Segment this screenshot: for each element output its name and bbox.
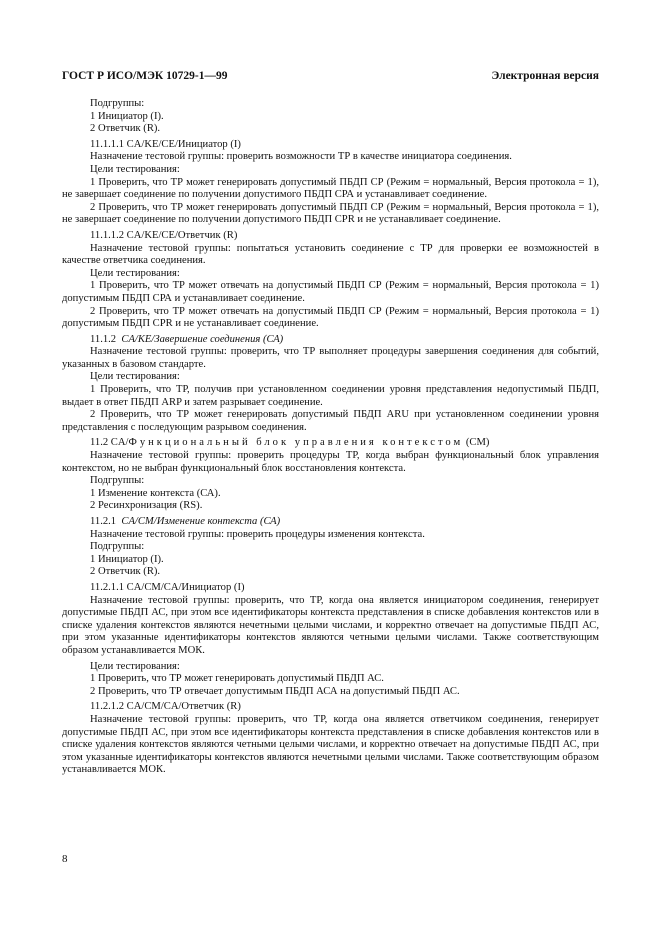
section-title: CA/KE/Завершение соединения (СА) — [121, 333, 284, 345]
subgroup-item: 1 Инициатор (I). — [90, 553, 164, 565]
header-standard-number: ГОСТ Р ИСО/МЭК 10729-1—99 — [62, 70, 228, 82]
paragraph: 1 Проверить, что ТР может генерировать допустимый ПБДП АС. — [90, 673, 384, 685]
paragraph: Назначение тестовой группы: проверить возможности ТР в качестве инициатора соединения. — [90, 151, 512, 163]
subgroup-item: 1 Изменение контекста (СА). — [90, 487, 221, 499]
section-heading — [62, 437, 599, 450]
paragraph: 1 Проверить, что ТР может отвечать на допустимый ПБДП СР (Режим = нормальный, Версия протокола = 1) допустимым ПБДП СРА и устанавливает соединение. — [62, 280, 599, 304]
section-title: Функциональный блок управления контекстом — [128, 437, 464, 449]
subgroups-label: Подгруппы: — [90, 475, 145, 487]
paragraph: Назначение тестовой группы: проверить процедуры ТР, когда выбран функциональный блок управления контекстом, но не выбран функциональный блок восстановления контекста. — [62, 450, 599, 474]
objectives-label: Цели тестирования: — [90, 371, 180, 383]
section-heading: 11.2.1.2 CA/CM/CA/Ответчик (R) — [90, 701, 241, 713]
paragraph: Назначение тестовой группы: проверить, что ТР, когда она является инициатором соединения, генерирует допустимые ПБДП АС, при этом все идентификаторы контекста представления в списке добавления контекстов или в списке удаления контекстов являются нечетными целыми числами, и корректно отвечает на допустимые ПБДП АС, при этом указанные идентификаторы контекстов являются четными целыми числами. Также соответствующим образом устанавливается МОК. — [62, 594, 599, 656]
section-title: CA/CM/Изменение контекста (СА) — [121, 516, 281, 527]
section-number: 11.2 CA/ — [90, 437, 129, 449]
subgroup-item: 2 Ответчик (R). — [90, 566, 161, 578]
section-heading: 11.2.1.1 CA/CM/CA/Инициатор (I) — [90, 581, 245, 593]
page-number: 8 — [62, 853, 68, 865]
paragraph: 2 Проверить, что ТР может генерировать допустимый ПБДП ARU при установленном соединении уровня представления с последующим разрывом соединения. — [62, 409, 599, 433]
objectives-label: Цели тестирования: — [90, 267, 180, 279]
header-edition-label: Электронная версия — [491, 70, 599, 82]
subgroup-item: 2 Ресинхронизация (RS). — [90, 500, 203, 512]
section-abbrev: (СМ) — [463, 437, 490, 449]
section-number: 11.1.2 — [90, 333, 117, 345]
document-body — [62, 98, 599, 777]
paragraph: Назначение тестовой группы: попытаться установить соединение с ТР для проверки ее возможностей в качестве ответчика соединения. — [62, 242, 599, 267]
paragraph: 1 Проверить, что ТР, получив при установленном соединении уровня представления недопустимый ПБДП, выдает в ответ ПБДП ARP и затем разрывает соединение. — [62, 384, 599, 408]
section-heading: 11.1.1.1 CA/KE/CE/Инициатор (I) — [90, 138, 241, 150]
paragraph: 2 Проверить, что ТР может отвечать на допустимый ПБДП СР (Режим = нормальный, Версия протокола = 1) допустимым ПБДП CPR и не устанавливает соединение. — [62, 305, 599, 330]
section-heading: 11.1.1.2 CA/KE/CE/Ответчик (R) — [90, 229, 238, 241]
subgroup-item: 2 Ответчик (R). — [90, 123, 161, 135]
subgroup-item: 1 Инициатор (I). — [90, 110, 164, 122]
paragraph: 2 Проверить, что ТР отвечает допустимым ПБДП АСА на допустимый ПБДП АС. — [90, 685, 460, 697]
paragraph: Назначение тестовой группы: проверить процедуры изменения контекста. — [90, 528, 425, 540]
paragraph: 2 Проверить, что ТР может генерировать допустимый ПБДП СР (Режим = нормальный, Версия протокола = 1), не завершает соединение по получении допустимого ПБДП СPR и не устанавливает соединение. — [62, 201, 599, 226]
paragraph: Назначение тестовой группы: проверить, что ТР, когда она является ответчиком соединения, генерирует допустимые ПБДП АС, при этом все идентификаторы контекста представления в списке добавления контекстов или в списке удаления контекстов являются четными целыми числами, и корректно отвечает на допустимые ПБДП АС, при этом указанные идентификаторы контекстов являются нечетными целыми числами. Также соответствующим образом устанавливается МОК. — [62, 713, 599, 776]
section-number: 11.2.1 — [90, 516, 117, 527]
section-heading — [62, 516, 599, 529]
objectives-label: Цели тестирования: — [90, 163, 180, 175]
subgroups-label: Подгруппы: — [90, 98, 145, 109]
section-heading — [62, 334, 599, 347]
paragraph: 1 Проверить, что ТР может генерировать допустимый ПБДП СР (Режим = нормальный, Версия протокола = 1), не завершает соединение по получении допустимого ПБДП СРА и устанавливает соединение. — [62, 176, 599, 201]
subgroups-label: Подгруппы: — [90, 541, 145, 553]
objectives-label: Цели тестирования: — [90, 660, 180, 672]
paragraph: Назначение тестовой группы: проверить, что ТР выполняет процедуры завершения соединения для событий, указанных в базовом стандарте. — [62, 346, 599, 370]
